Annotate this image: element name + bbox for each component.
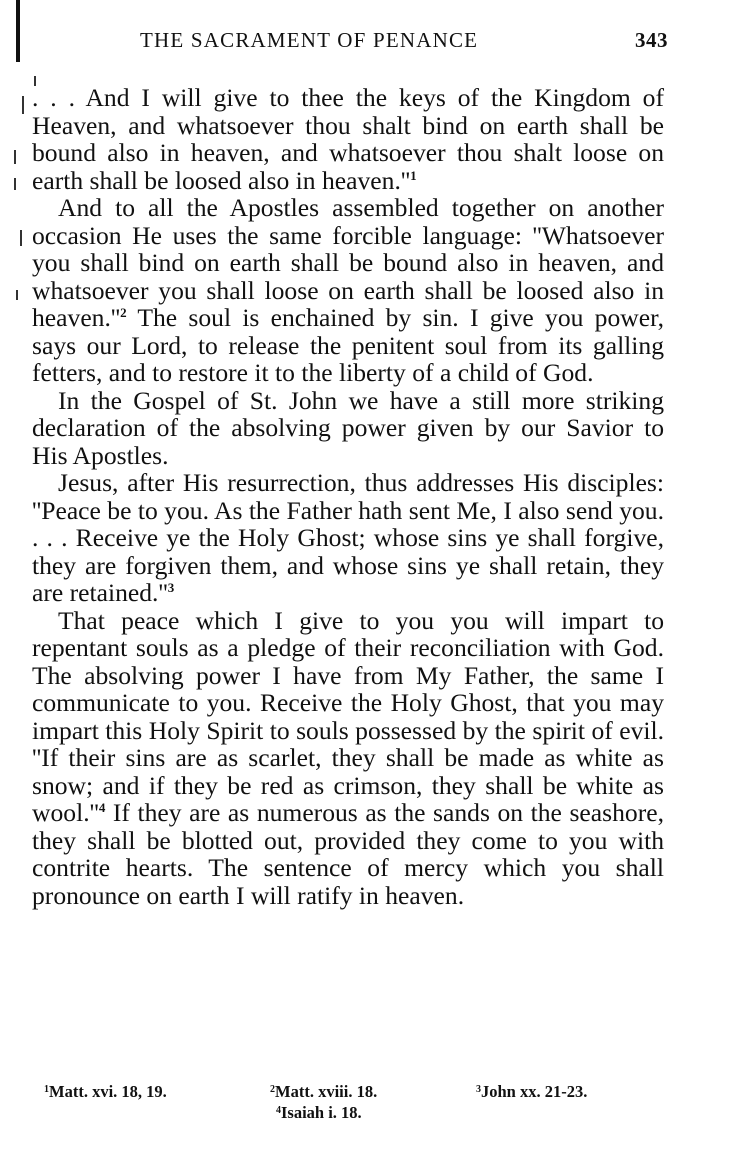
scan-speck <box>16 290 18 300</box>
footnote-ref: 1 <box>410 167 417 183</box>
scan-speck <box>20 230 22 246</box>
footnote-ref: 4 <box>98 800 106 815</box>
running-title: THE SACRAMENT OF PENANCE <box>140 28 479 52</box>
running-header <box>140 28 668 58</box>
paragraph <box>32 387 664 470</box>
paragraph-text: The soul is enchained by sin. I give you power, says our Lord, to release the penitent soul from its galling fetters, and to restore it to the liberty of a child of God. <box>32 303 664 387</box>
page-number: 343 <box>635 28 668 52</box>
paragraph-text: If they are as numerous as the sands on the seashore, they shall be blotted out, provided they come to you with contrite hearts. The sentence of mercy which you shall pronounce on earth I will ratify in heaven. <box>32 798 664 910</box>
footnote-ref: 2 <box>120 305 127 320</box>
footnote-number: 2 <box>270 1084 275 1095</box>
paragraph-text: . . . And I will give to thee the keys of the Kingdom of Heaven, and whatsoever thou shalt bind on earth shall be bound also in heaven, and whatsoever thou shalt loose on earth shall be loosed also in heaven.'' <box>32 83 664 195</box>
paragraph-text: And to all the Apostles assembled together on another occasion He uses the same forcible language: ''Whatsoever you shall bind on earth shall be bound also in heaven, and whatsoever you shall loose on earth shall be loosed also in heaven.'' <box>32 193 664 332</box>
footnotes <box>44 1082 664 1124</box>
paragraph-text: In the Gospel of St. John we have a still more striking declaration of the absolving power given by our Savior to His Apostles. <box>32 385 664 470</box>
footnote-citation: Matt. xviii. 18. <box>275 1082 378 1101</box>
footnote-citation: John xx. 21-23. <box>481 1082 588 1101</box>
body-text <box>32 84 664 909</box>
paragraph-text: That peace which I give to you you will impart to repentant souls as a pledge of their reconciliation with God. The absolving power I have from My Father, the same I communicate to you. Receive the Holy Ghost, that you may impart this Holy Spirit to souls possessed by the spirit of evil. ''If their sins are as scarlet, they shall be made as white as snow; and if they be red as crimson, they shall be white as wool.'' <box>32 605 664 827</box>
paragraph-text: Jesus, after His resurrection, thus addresses His disciples: ''Peace be to you. As the Father hath sent Me, I also send you. . . . Receive ye the Holy Ghost; whose sins ye shall forgive, they are forgiven them, and whose sins ye shall retain, they are retained.'' <box>32 468 664 607</box>
paragraph <box>32 607 664 910</box>
footnote <box>476 1082 587 1102</box>
paragraph <box>32 84 664 194</box>
scan-speck <box>22 96 24 114</box>
footnote <box>276 1103 362 1123</box>
footnote-citation: Isaiah i. 18. <box>281 1103 362 1122</box>
scan-speck <box>14 150 16 164</box>
footnote-citation: Matt. xvi. 18, 19. <box>49 1082 167 1101</box>
paragraph <box>32 194 664 387</box>
footnote-row <box>44 1103 664 1124</box>
footnote-number: 1 <box>44 1084 49 1095</box>
footnote <box>270 1082 377 1102</box>
footnote-number: 3 <box>476 1084 481 1095</box>
scan-speck <box>14 178 16 190</box>
footnote-row <box>44 1082 664 1103</box>
footnote <box>44 1082 167 1102</box>
footnote-ref: 3 <box>167 580 175 595</box>
scan-edge-mark <box>16 0 20 62</box>
footnote-number: 4 <box>276 1105 281 1116</box>
paragraph <box>32 469 664 607</box>
